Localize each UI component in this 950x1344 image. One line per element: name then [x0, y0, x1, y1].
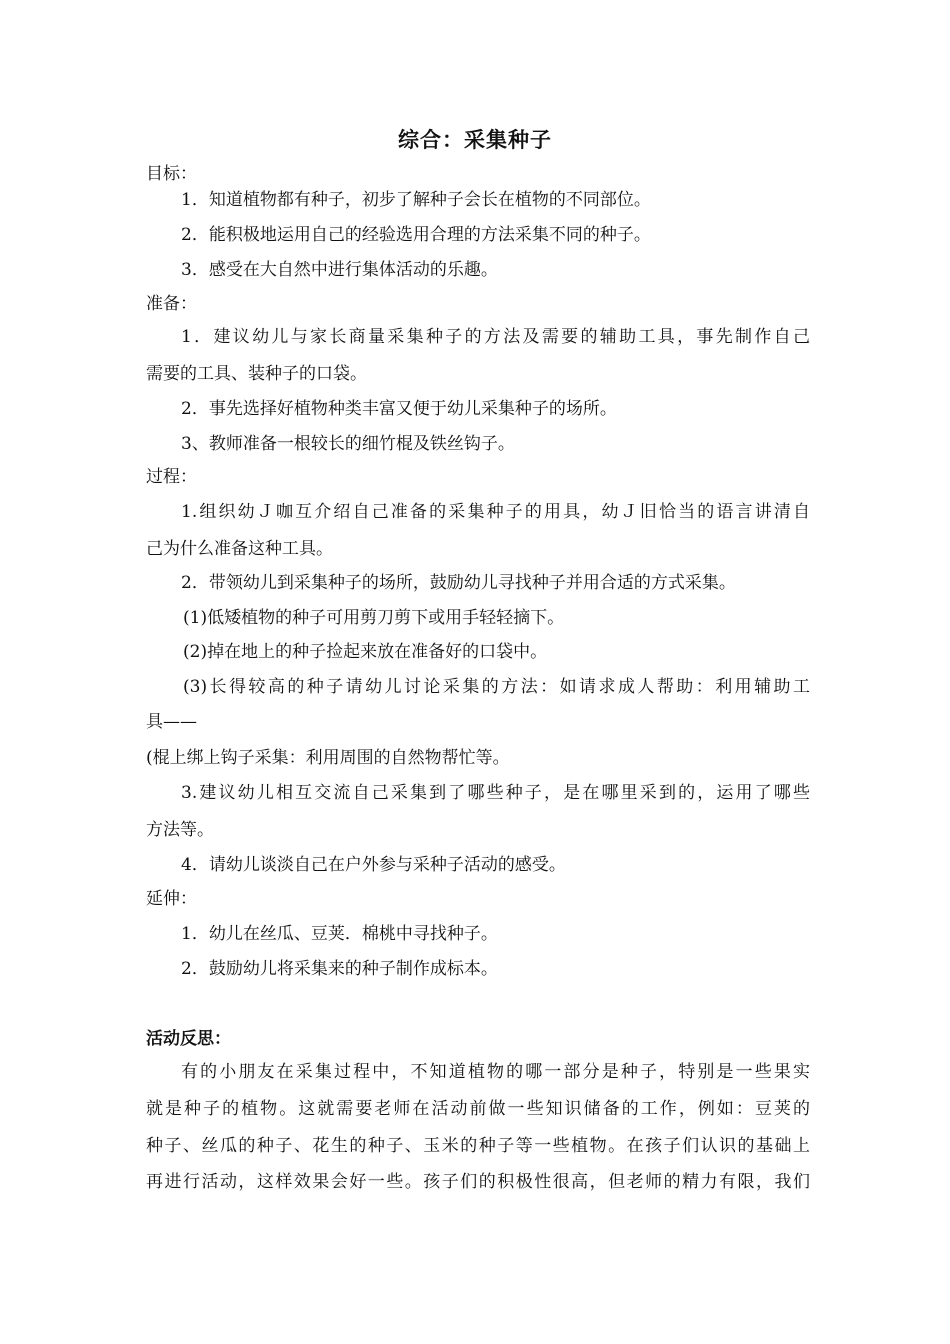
reflection-line-2: 就是种子的植物。这就需要老师在活动前做一些知识储备的工作，例如：豆荚的 [146, 1099, 810, 1119]
extension-item-2: 2．鼓励幼儿将采集来的种子制作成标本。 [181, 959, 498, 979]
process-subitem-3-line-1: (3)长得较高的种子请幼儿讨论采集的方法：如请求成人帮助：利用辅助工 [183, 677, 810, 697]
process-subitem-1: (1)低矮植物的种子可用剪刀剪下或用手轻轻摘下。 [183, 608, 565, 628]
section-heading-reflection: 活动反思： [146, 1029, 231, 1049]
process-item-4: 4．请幼儿谈淡自己在户外参与采种子活动的感受。 [181, 855, 566, 875]
prep-item-1-line-1: 1．建议幼儿与家长商量采集种子的方法及需要的辅助工具，事先制作自己 [181, 327, 810, 347]
goal-item-1: 1．知道植物都有种子，初步了解种子会长在植物的不同部位。 [181, 190, 651, 210]
reflection-line-4: 再进行活动，这样效果会好一些。孩子们的积极性很高，但老师的精力有限，我们 [146, 1172, 810, 1192]
section-heading-process: 过程： [146, 467, 197, 487]
reflection-line-3: 种子、丝瓜的种子、花生的种子、玉米的种子等一些植物。在孩子们认识的基础上 [146, 1136, 810, 1156]
goal-item-3: 3．感受在大自然中进行集体活动的乐趣。 [181, 260, 498, 280]
prep-item-3: 3、教师准备一根较长的细竹棍及铁丝钩子。 [181, 434, 515, 454]
process-subitem-2: (2)掉在地上的种子捡起来放在准备好的口袋中。 [183, 642, 548, 662]
process-subitem-3-line-3: (棍上绑上钩子采集：利用周围的自然物帮忙等。 [146, 748, 510, 768]
prep-item-2: 2．事先选择好植物种类丰富又便于幼儿采集种子的场所。 [181, 399, 617, 419]
process-item-3-line-2: 方法等。 [146, 820, 214, 840]
process-item-3-line-1: 3.建议幼儿相互交流自己采集到了哪些种子，是在哪里采到的，运用了哪些 [181, 783, 810, 803]
process-item-1-line-1: 1.组织幼Ｊ咖互介绍自己准备的采集种子的用具，幼Ｊ旧恰当的语言讲清自 [181, 502, 810, 522]
reflection-line-1: 有的小朋友在采集过程中，不知道植物的哪一部分是种子，特别是一些果实 [181, 1062, 810, 1082]
goal-item-2: 2．能积极地运用自己的经验选用合理的方法采集不同的种子。 [181, 225, 651, 245]
process-item-1-line-2: 己为什么准备这种工具。 [146, 539, 333, 559]
section-heading-extension: 延伸： [146, 889, 197, 909]
extension-item-1: 1．幼儿在丝瓜、豆荚．棉桃中寻找种子。 [181, 924, 498, 944]
process-item-2: 2．带领幼儿到采集种子的场所，鼓励幼儿寻找种子并用合适的方式采集。 [181, 573, 736, 593]
process-subitem-3-line-2: 具—— [146, 712, 197, 732]
section-heading-goal: 目标： [146, 164, 197, 184]
section-heading-prep: 准备： [146, 294, 197, 314]
page-title: 综合：采集种子 [398, 128, 552, 152]
prep-item-1-line-2: 需要的工具、装种子的口袋。 [146, 364, 367, 384]
